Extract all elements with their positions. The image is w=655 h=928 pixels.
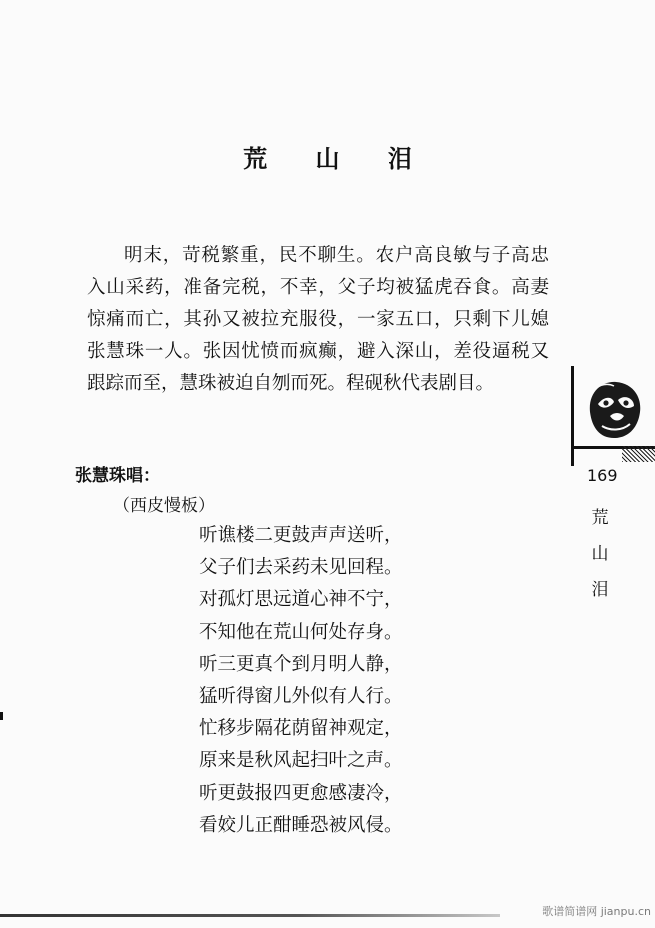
lyric-line: 对孤灯思远道心神不宁， (199, 589, 403, 611)
page-title: 荒 山 泪 (243, 144, 432, 173)
page-number: 169 (587, 466, 618, 485)
watermark: 歌谱简谱网 jianpu.cn (542, 905, 651, 918)
margin-vertical-rule (571, 366, 574, 466)
lyric-line: 原来是秋风起扫叶之声。 (199, 750, 403, 772)
lyric-line: 不知他在荒山何处存身。 (199, 621, 403, 643)
opera-mask-icon (584, 378, 644, 440)
synopsis-paragraph: 明末，苛税繁重，民不聊生。农户高良敏与子高忠入山采药，准备完税，不幸，父子均被猛虎吞食。高妻惊痛而亡，其孙又被拉充服役，一家五口，只剩下儿媳张慧珠一人。张因忧愤而疯癫，避入深山，差役逼税又跟踪而至，慧珠被迫自刎而死。程砚秋代表剧目。 (87, 245, 549, 394)
margin-hatch-decoration (622, 446, 655, 462)
scan-edge-mark (0, 712, 3, 720)
lyric-line: 猛听得窗儿外似有人行。 (199, 686, 403, 708)
lyric-line: 父子们去采药未见回程。 (199, 557, 403, 579)
lyric-line: 看姣儿正酣睡恐被风侵。 (199, 814, 403, 836)
running-title-char: 山 (591, 544, 609, 564)
lyric-line: 听更鼓报四更愈感凄冷， (199, 782, 403, 804)
running-title-char: 泪 (591, 580, 609, 600)
lyric-line: 听三更真个到月明人静， (199, 653, 403, 675)
running-title (590, 500, 610, 608)
lyrics-list (199, 520, 403, 842)
tune-label: （西皮慢板） (113, 496, 215, 516)
lyric-line: 听谯楼二更鼓声声送听， (199, 525, 403, 546)
speaker-label: 张慧珠唱： (75, 466, 160, 486)
running-title-char: 荒 (591, 508, 609, 528)
bottom-rule (0, 914, 500, 917)
lyric-line: 忙移步隔花荫留神观定， (199, 718, 403, 740)
